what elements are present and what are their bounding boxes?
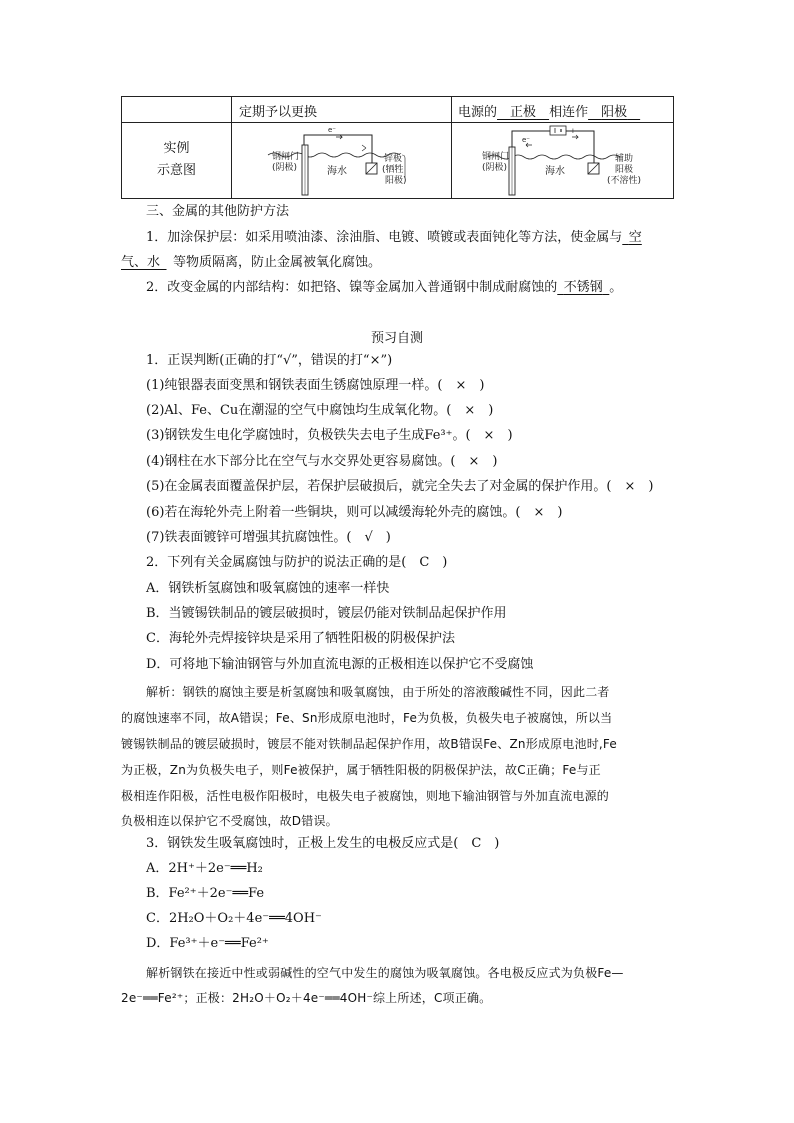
- section3-item1-line1: [146, 229, 642, 247]
- plus-sign: +: [570, 127, 576, 135]
- impressed-current-diagram: [452, 123, 673, 198]
- q2-option-d: D．可将地下输油钢管与外加直流电源的正极相连以保护它不受腐蚀: [146, 657, 534, 672]
- table-cell-r1c2: [231, 96, 452, 123]
- gate-label-2: 钢闸门: [482, 152, 510, 162]
- electron-label-1: e⁻: [328, 126, 337, 134]
- example-label-line1: 实例: [163, 141, 190, 156]
- zinc-label: 锌板: [384, 154, 403, 164]
- item2-blank: [557, 280, 609, 295]
- sacrificial-anode-diagram: [232, 123, 451, 198]
- item2-text-b: 。: [609, 280, 623, 295]
- seawater-label-1: 海水: [327, 166, 347, 177]
- blank-positive: [497, 105, 549, 120]
- explanation-line: 2e⁻══Fe²⁺；正极：2H₂O＋O₂＋4e⁻══4OH⁻综上所述，C项正确。: [121, 991, 492, 1005]
- explanation-line: 镀锡铁制品的镀层破损时，镀层不能对铁制品起保护作用，故B错误Fe、Zn形成原电池时,Fe: [121, 737, 617, 751]
- text-pre: 电源的: [458, 105, 498, 120]
- judgement-item: (3)钢铁发生电化学腐蚀时，负极铁失去电子生成Fe³⁺。( × ): [146, 428, 513, 443]
- explanation-line: 解析：钢铁的腐蚀主要是析氢腐蚀和吸氧腐蚀，由于所处的溶液酸碱性不同，因此二者: [146, 685, 610, 699]
- item1-text-b: 等物质隔离，防止金属被氧化腐蚀。: [173, 255, 382, 270]
- q3-option-c: C．2H₂O＋O₂＋4e⁻══4OH⁻: [146, 911, 322, 926]
- item2-text-a: 2．改变金属的内部结构：如把铬、镍等金属加入普通钢中制成耐腐蚀的: [146, 280, 558, 295]
- blank-anode: [588, 105, 640, 120]
- table-cell-r1c1: [121, 96, 232, 123]
- q2-option-b: B．当镀锡铁制品的镀层破损时，镀层仍能对铁制品起保护作用: [146, 606, 507, 621]
- blank-positive-text: 正极: [510, 105, 537, 120]
- explanation-line: 负极相连以保护它不受腐蚀，故D错误。: [121, 814, 338, 828]
- q3-option-a: A．2H⁺＋2e⁻══H₂: [146, 861, 263, 876]
- item1-blank1-text: 空: [628, 230, 642, 245]
- judgement-item: (5)在金属表面覆盖保护层，若保护层破损后，就完全失去了对金属的保护作用。( × ): [146, 479, 654, 494]
- aux-label-1: 辅助: [615, 154, 634, 164]
- judgement-item: (2)Al、Fe、Cu在潮湿的空气中腐蚀均生成氧化物。( × ): [146, 403, 494, 418]
- q2-option-a: A．钢铁析氢腐蚀和吸氧腐蚀的速率一样快: [146, 581, 390, 596]
- judgement-item: (6)若在海轮外壳上附着一些铜块，则可以减缓海轮外壳的腐蚀。( × ): [146, 505, 563, 520]
- protection-table: [121, 96, 674, 199]
- example-label: [122, 138, 231, 182]
- question-2: 2．下列有关金属腐蚀与防护的说法正确的是( C ): [146, 555, 448, 570]
- judgement-item: (1)纯银器表面变黑和钢铁表面生锈腐蚀原理一样。( × ): [146, 378, 485, 393]
- judgement-item: (4)钢柱在水下部分比在空气与水交界处更容易腐蚀。( × ): [146, 454, 498, 469]
- explanation-line: 极相连作阳极，活性电极作阳极时，电极失电子被腐蚀，则地下输油钢管与外加直流电源的: [121, 789, 610, 803]
- item1-blank1: [622, 230, 642, 245]
- gate-label-1: 钢闸门: [272, 152, 300, 162]
- explanation-line: 的腐蚀速率不同，故A错误；Fe、Sn形成原电池时，Fe为负极，负极失电子被腐蚀，所以当: [121, 711, 613, 725]
- item1-blank2: [121, 255, 167, 270]
- gate-role-1: (阴极): [272, 163, 298, 173]
- power-source: [550, 126, 566, 135]
- judgement-item: (7)铁表面镀锌可增强其抗腐蚀性。( √ ): [146, 530, 391, 545]
- section3-item1-line2: [121, 254, 381, 272]
- section3-item2: [146, 279, 622, 297]
- explanation-line: 解析钢铁在接近中性或弱碱性的空气中发生的腐蚀为吸氧腐蚀。各电极反应式为负极Fe—: [146, 966, 624, 980]
- power-connection-text: [458, 101, 640, 120]
- explanation-line: 为正极，Zn为负极失电子，则Fe被保护，属于牺牲阳极的阴极保护法，故C正确；Fe与正: [121, 763, 601, 777]
- electron-label-2: e⁻: [522, 136, 531, 144]
- sacrificial-label-1: (牺牲: [382, 165, 404, 175]
- table-cell-r1c3: [451, 96, 674, 123]
- table-cell-r2c3: [451, 122, 674, 199]
- table-cell-r2c1: [121, 122, 232, 199]
- q2-option-c: C．海轮外壳焊接锌块是采用了牺牲阳极的阴极保护法: [146, 631, 455, 646]
- blank-anode-text: 阳极: [601, 105, 628, 120]
- question-3: 3．钢铁发生吸氧腐蚀时，正极上发生的电极反应式是( C ): [146, 836, 500, 851]
- preview-title: 预习自测: [370, 331, 423, 346]
- seawater-label-2: 海水: [545, 166, 565, 177]
- question-1: 1．正误判断(正确的打“√”，错误的打“×”): [146, 353, 393, 368]
- q3-option-d: D．Fe³⁺＋e⁻══Fe²⁺: [146, 936, 269, 951]
- example-label-line2: 示意图: [156, 163, 196, 178]
- text-mid: 相连作: [549, 105, 589, 120]
- periodic-replace-text: 定期予以更换: [239, 105, 318, 120]
- item1-blank2-text: 气、水: [121, 255, 161, 270]
- sacrificial-label-2: 阳极): [385, 176, 407, 186]
- section3-heading: 三、金属的其他防护方法: [146, 204, 290, 219]
- q3-option-b: B．Fe²⁺＋2e⁻══Fe: [146, 886, 265, 901]
- gate-role-2: (阴极): [482, 163, 508, 173]
- aux-label-2: 阳极: [615, 165, 634, 175]
- table-cell-r2c2: [231, 122, 452, 199]
- aux-label-3: (不溶性): [607, 176, 642, 186]
- item2-blank-text: 不锈钢: [563, 280, 603, 295]
- item1-text-a: 1．加涂保护层：如采用喷油漆、涂油脂、电镀、喷镀或表面钝化等方法，使金属与: [146, 230, 623, 245]
